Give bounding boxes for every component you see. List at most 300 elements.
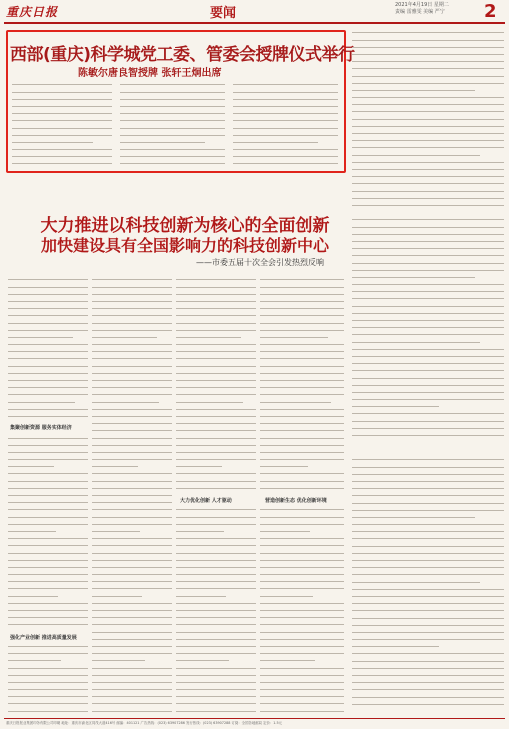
text-line: [92, 498, 172, 503]
text-line: [12, 138, 93, 143]
text-line: [352, 316, 504, 321]
text-line: [8, 584, 88, 589]
text-line: [92, 656, 145, 661]
text-line: [8, 678, 88, 683]
section-title: 要闻: [210, 6, 237, 21]
text-line: [233, 87, 338, 92]
text-line: [260, 598, 344, 603]
text-line: [260, 397, 331, 402]
text-line: [352, 244, 504, 249]
text-line: [120, 130, 225, 135]
text-line: [352, 534, 504, 539]
main-article-col-2: [92, 275, 172, 715]
text-line: [352, 380, 504, 385]
text-line: [92, 663, 172, 668]
text-line: [352, 409, 504, 414]
text-line: [176, 642, 256, 647]
text-line: [92, 455, 172, 460]
text-line: [120, 152, 225, 157]
main-article-col-3: [176, 275, 256, 715]
text-line: [352, 455, 504, 460]
text-line: [92, 476, 172, 481]
text-line: [8, 325, 88, 330]
text-line: [8, 519, 88, 524]
text-line: [352, 395, 504, 400]
text-line: [352, 114, 504, 119]
text-line: [260, 462, 308, 467]
text-line: [12, 116, 112, 121]
text-line: [12, 102, 112, 107]
text-line: [8, 333, 73, 338]
text-line: [352, 469, 504, 474]
text-line: [8, 455, 88, 460]
text-line: [352, 366, 504, 371]
text-line: [176, 548, 256, 553]
text-line: [352, 402, 439, 407]
text-line: [176, 426, 256, 431]
text-line: [8, 282, 88, 287]
text-line: [92, 527, 140, 532]
text-line: [176, 670, 256, 675]
text-line: [92, 649, 172, 654]
subhead-2: 强化产业创新 推进高质量发展: [10, 635, 77, 641]
text-line: [233, 145, 338, 150]
text-line: [176, 591, 226, 596]
text-line: [92, 670, 172, 675]
text-line: [352, 215, 504, 220]
text-line: [176, 390, 256, 395]
text-line: [352, 484, 504, 489]
text-line: [120, 87, 225, 92]
text-line: [92, 555, 172, 560]
text-line: [260, 706, 344, 711]
text-line: [260, 340, 344, 345]
text-line: [352, 388, 504, 393]
text-line: [8, 577, 88, 582]
text-line: [260, 426, 344, 431]
text-line: [260, 512, 344, 517]
text-line: [233, 109, 338, 114]
text-line: [176, 541, 256, 546]
text-line: [260, 404, 344, 409]
text-line: [92, 642, 172, 647]
text-line: [260, 469, 344, 474]
text-line: [8, 476, 88, 481]
text-line: [352, 100, 504, 105]
text-line: [260, 412, 344, 417]
text-line: [8, 591, 58, 596]
masthead: [0, 0, 509, 22]
text-line: [92, 311, 172, 316]
text-line: [92, 483, 172, 488]
text-line: [176, 692, 256, 697]
text-line: [260, 440, 344, 445]
text-line: [120, 123, 225, 128]
text-line: [260, 318, 344, 323]
text-line: [352, 287, 504, 292]
lead-article-subtitle: 陈敏尔唐良智授牌 张轩王炯出席: [78, 68, 222, 79]
text-line: [92, 548, 172, 553]
text-line: [260, 591, 313, 596]
text-line: [92, 361, 172, 366]
text-line: [352, 352, 504, 357]
text-line: [8, 297, 88, 302]
text-line: [260, 368, 344, 373]
text-line: [176, 483, 256, 488]
text-line: [176, 469, 256, 474]
text-line: [92, 563, 172, 568]
text-line: [92, 606, 172, 611]
text-line: [352, 323, 504, 328]
text-line: [120, 138, 205, 143]
text-line: [8, 275, 88, 280]
masthead-rule: [4, 22, 505, 24]
text-line: [92, 634, 172, 639]
text-line: [352, 606, 504, 611]
text-line: [260, 627, 344, 632]
text-line: [176, 563, 256, 568]
text-line: [8, 570, 88, 575]
text-line: [352, 172, 504, 177]
text-line: [12, 145, 112, 150]
text-line: [352, 93, 504, 98]
text-line: [92, 390, 172, 395]
text-line: [92, 620, 172, 625]
text-line: [8, 318, 88, 323]
main-article-headline: [30, 216, 340, 256]
text-line: [176, 663, 256, 668]
text-line: [92, 368, 172, 373]
footer-imprint: 重庆日报报业集团印务有限公司印刷 地址：重庆市渝北区同茂大道416号 邮编：401121 广告热线：(023) 63907286 发行热线：(023) 63907288 订阅：全国各地邮局 定价：1.5元: [6, 721, 283, 725]
lead-article-body-right: [233, 80, 338, 168]
text-line: [92, 519, 172, 524]
text-line: [260, 699, 344, 704]
text-line: [260, 505, 344, 510]
text-line: [92, 584, 172, 589]
text-line: [176, 649, 256, 654]
text-line: [176, 606, 256, 611]
text-line: [260, 541, 344, 546]
text-line: [352, 423, 504, 428]
text-line: [260, 642, 344, 647]
text-line: [8, 613, 88, 618]
text-line: [92, 440, 172, 445]
text-line: [8, 483, 88, 488]
text-line: [176, 570, 256, 575]
text-line: [176, 656, 229, 661]
text-line: [92, 692, 172, 697]
text-line: [12, 123, 112, 128]
text-line: [176, 505, 256, 510]
text-line: [260, 634, 344, 639]
text-line: [8, 649, 88, 654]
text-line: [92, 505, 172, 510]
text-line: [120, 145, 225, 150]
text-line: [120, 116, 225, 121]
headline-line-2: 加快建设具有全国影响力的科技创新中心: [40, 236, 329, 255]
text-line: [260, 692, 344, 697]
text-line: [92, 706, 172, 711]
text-line: [92, 469, 172, 474]
text-line: [352, 663, 504, 668]
text-line: [176, 685, 256, 690]
text-line: [92, 577, 172, 582]
text-line: [92, 275, 172, 280]
text-line: [92, 333, 157, 338]
text-line: [8, 433, 88, 438]
lead-article-title: 西部(重庆)科学城党工委、管委会授牌仪式举行: [10, 45, 355, 65]
text-line: [176, 699, 256, 704]
text-line: [260, 548, 344, 553]
text-line: [352, 251, 504, 256]
text-line: [260, 678, 344, 683]
text-line: [352, 431, 504, 436]
text-line: [8, 685, 88, 690]
text-line: [352, 592, 504, 597]
text-line: [176, 462, 222, 467]
text-line: [8, 670, 88, 675]
text-line: [352, 548, 504, 553]
text-line: [176, 448, 256, 453]
text-line: [8, 642, 88, 647]
text-line: [8, 376, 88, 381]
text-line: [176, 340, 256, 345]
issue-date: 2021年4月19日 星期二: [395, 2, 449, 8]
text-line: [176, 584, 256, 589]
page-number: 2: [484, 1, 497, 22]
text-line: [260, 620, 344, 625]
headline-line-1: 大力推进以科技创新为核心的全面创新: [40, 216, 330, 236]
text-line: [120, 94, 225, 99]
text-line: [352, 520, 504, 525]
text-line: [260, 476, 344, 481]
text-line: [260, 289, 344, 294]
text-line: [8, 412, 88, 417]
text-line: [352, 649, 504, 654]
right-column-top: [352, 28, 504, 210]
text-line: [176, 361, 256, 366]
text-line: [260, 282, 344, 287]
lead-article-body-middle: [120, 80, 225, 168]
newspaper-logo: 重庆日报: [6, 5, 59, 19]
text-line: [92, 627, 172, 632]
text-line: [176, 627, 256, 632]
text-line: [176, 397, 243, 402]
text-line: [8, 448, 88, 453]
text-line: [352, 71, 504, 76]
text-line: [8, 469, 88, 474]
text-line: [352, 201, 504, 206]
text-line: [352, 584, 504, 589]
text-line: [352, 294, 504, 299]
text-line: [8, 706, 88, 711]
text-line: [92, 678, 172, 683]
text-line: [120, 80, 225, 85]
text-line: [8, 390, 88, 395]
text-line: [12, 94, 112, 99]
text-line: [352, 330, 504, 335]
text-line: [352, 577, 480, 582]
text-line: [8, 347, 88, 352]
text-line: [352, 308, 504, 313]
text-line: [352, 165, 504, 170]
text-line: [176, 706, 256, 711]
text-line: [260, 649, 344, 654]
text-line: [352, 28, 504, 33]
text-line: [260, 275, 344, 280]
text-line: [176, 383, 256, 388]
text-line: [8, 354, 88, 359]
text-line: [260, 354, 344, 359]
text-line: [176, 325, 256, 330]
text-line: [92, 433, 172, 438]
text-line: [8, 620, 88, 625]
text-line: [352, 613, 504, 618]
text-line: [352, 477, 504, 482]
text-line: [352, 229, 504, 234]
text-line: [260, 656, 315, 661]
right-column-bottom: [352, 455, 504, 713]
subhead-1: 集聚创新资源 服务实体经济: [10, 425, 72, 431]
text-line: [8, 491, 88, 496]
text-line: [176, 311, 256, 316]
text-line: [8, 699, 88, 704]
text-line: [352, 50, 504, 55]
subhead-4: 营造创新生态 优化创新环境: [265, 498, 327, 504]
text-line: [92, 491, 172, 496]
text-line: [8, 289, 88, 294]
text-line: [8, 462, 54, 467]
text-line: [176, 620, 256, 625]
text-line: [260, 361, 344, 366]
text-line: [352, 35, 504, 40]
text-line: [352, 498, 504, 503]
text-line: [8, 598, 88, 603]
text-line: [12, 87, 112, 92]
text-line: [120, 159, 225, 164]
text-line: [352, 505, 504, 510]
text-line: [352, 150, 480, 155]
text-line: [352, 671, 504, 676]
text-line: [260, 670, 344, 675]
text-line: [352, 121, 504, 126]
text-line: [92, 325, 172, 330]
text-line: [92, 419, 172, 424]
text-line: [92, 289, 172, 294]
text-line: [176, 404, 256, 409]
text-line: [352, 635, 504, 640]
text-line: [352, 86, 475, 91]
text-line: [260, 433, 344, 438]
text-line: [8, 311, 88, 316]
text-line: [260, 455, 344, 460]
text-line: [352, 462, 504, 467]
text-line: [260, 606, 344, 611]
text-line: [260, 376, 344, 381]
text-line: [120, 102, 225, 107]
text-line: [233, 159, 338, 164]
text-line: [176, 678, 256, 683]
text-line: [260, 483, 344, 488]
text-line: [8, 440, 88, 445]
text-line: [260, 383, 344, 388]
text-line: [12, 80, 112, 85]
text-line: [352, 179, 504, 184]
text-line: [352, 527, 504, 532]
text-line: [12, 109, 112, 114]
text-line: [233, 102, 338, 107]
text-line: [260, 325, 344, 330]
text-line: [92, 448, 172, 453]
text-line: [260, 519, 344, 524]
text-line: [176, 275, 256, 280]
text-line: [352, 107, 504, 112]
text-line: [176, 347, 256, 352]
text-line: [176, 534, 256, 539]
text-line: [260, 297, 344, 302]
text-line: [352, 57, 504, 62]
text-line: [92, 318, 172, 323]
text-line: [260, 304, 344, 309]
text-line: [176, 440, 256, 445]
text-line: [92, 412, 172, 417]
text-line: [8, 397, 75, 402]
issue-meta: [395, 2, 449, 16]
text-line: [176, 333, 241, 338]
text-line: [352, 491, 504, 496]
text-line: [176, 555, 256, 560]
text-line: [260, 333, 328, 338]
text-line: [92, 404, 172, 409]
text-line: [8, 563, 88, 568]
text-line: [8, 383, 88, 388]
text-line: [352, 642, 439, 647]
text-line: [176, 304, 256, 309]
text-line: [8, 368, 88, 373]
text-line: [176, 512, 256, 517]
text-line: [176, 354, 256, 359]
text-line: [92, 512, 172, 517]
text-line: [92, 340, 172, 345]
text-line: [92, 462, 138, 467]
text-line: [8, 663, 88, 668]
text-line: [352, 373, 504, 378]
text-line: [352, 344, 504, 349]
text-line: [352, 222, 504, 227]
text-line: [352, 556, 504, 561]
text-line: [92, 426, 172, 431]
text-line: [8, 340, 88, 345]
text-line: [352, 692, 504, 697]
text-line: [8, 555, 88, 560]
text-line: [352, 685, 504, 690]
text-line: [352, 186, 504, 191]
text-line: [352, 699, 504, 704]
text-line: [176, 368, 256, 373]
text-line: [352, 678, 504, 683]
text-line: [260, 347, 344, 352]
text-line: [352, 513, 475, 518]
text-line: [176, 289, 256, 294]
text-line: [120, 109, 225, 114]
text-line: [352, 541, 504, 546]
text-line: [352, 337, 480, 342]
text-line: [8, 527, 56, 532]
text-line: [176, 297, 256, 302]
text-line: [8, 498, 88, 503]
text-line: [260, 534, 344, 539]
text-line: [233, 123, 338, 128]
